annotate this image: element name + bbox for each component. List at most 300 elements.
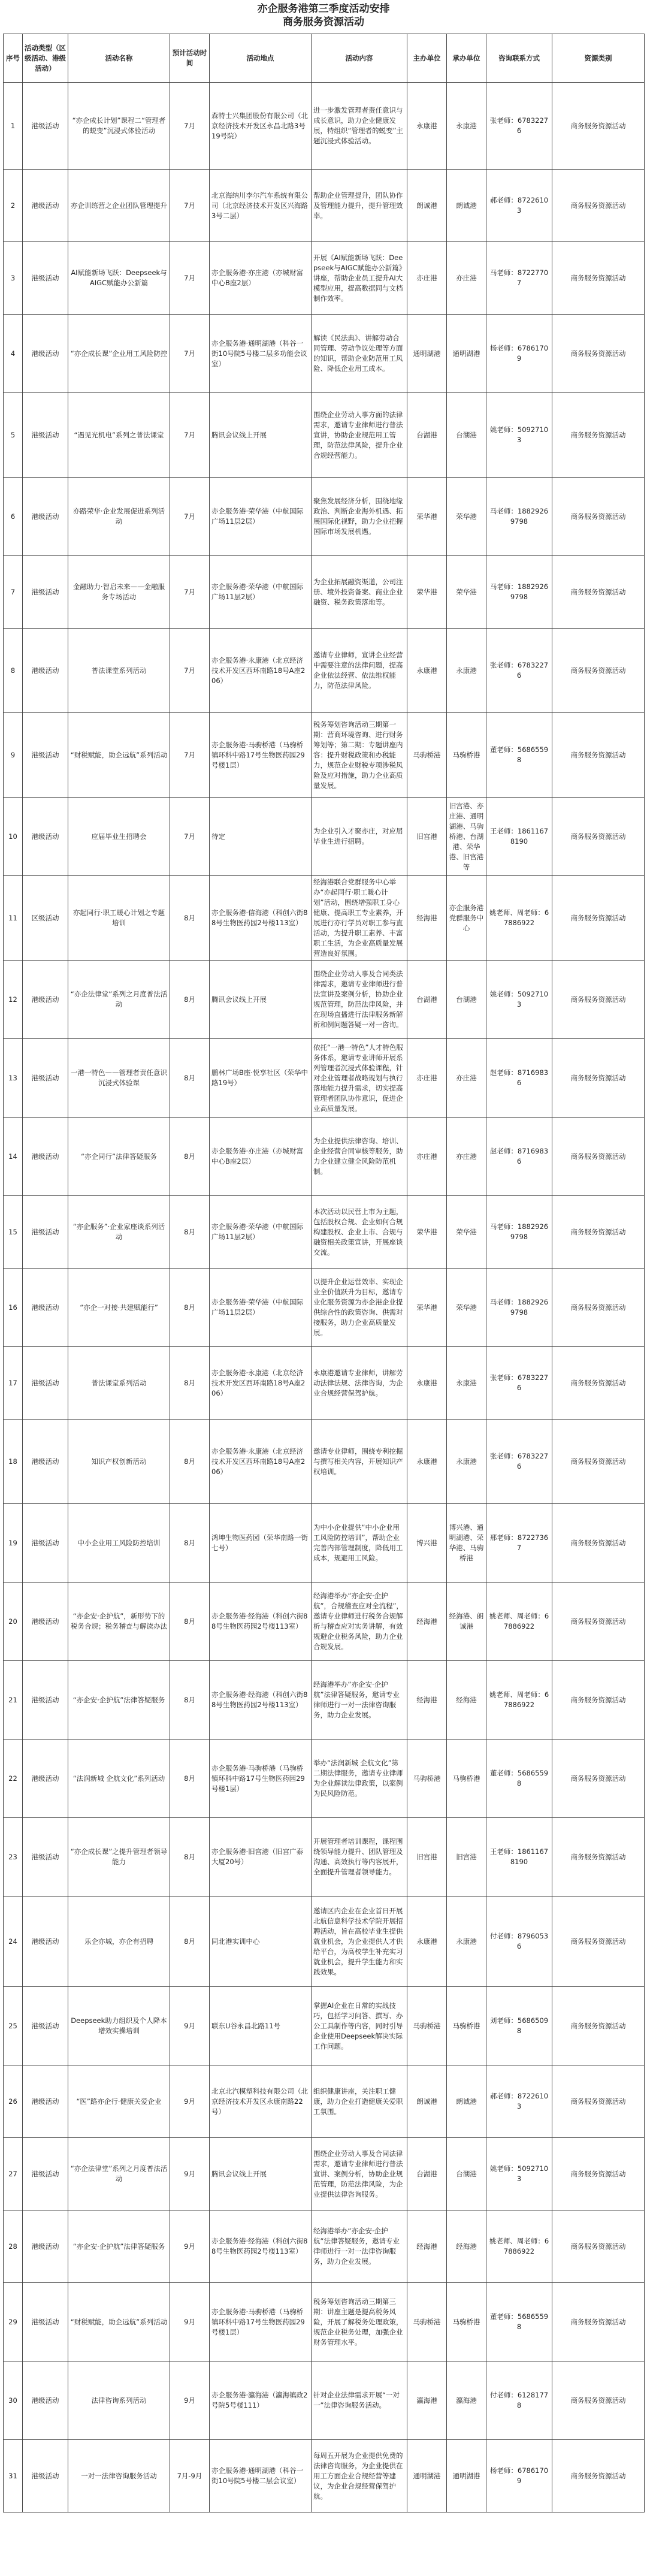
table-row	[4, 1347, 645, 1420]
activity-name: “遇见光机电”系列之普法课堂	[68, 393, 170, 478]
host-unit: 亦庄港	[407, 1039, 447, 1118]
resource-category: 商务服务资源活动	[552, 798, 645, 876]
activity-time: 9月	[170, 2283, 210, 2361]
organizer-unit: 瀛海港	[447, 2361, 486, 2440]
activity-venue: 亦企服务港·马驹桥港（马驹桥镇环科中路17号生物医药园29号楼1层）	[210, 1740, 312, 1818]
contact-info: 马老师：18829269798	[486, 556, 552, 629]
activity-name: 普法课堂系列活动	[68, 1347, 170, 1420]
activity-venue: 亦企服务港·经海港（科创六街88号生物医药园2号楼113室）	[210, 2210, 312, 2283]
activity-type: 港级活动	[23, 1039, 68, 1118]
resource-category: 商务服务资源活动	[552, 1818, 645, 1896]
activity-content: 聚焦发展经济分析，围绕地缘政治、判断企业海外机遇、拓展国际化视野，助力企业把握国际市场发展机遇。	[312, 478, 407, 556]
activity-name: “亦企成长课”之提升管理者领导能力	[68, 1818, 170, 1896]
row-number: 23	[4, 1818, 23, 1896]
contact-info: 杨老师：67861709	[486, 2440, 552, 2512]
table-row	[4, 1661, 645, 1740]
table-header-row	[4, 34, 645, 83]
row-number: 8	[4, 629, 23, 713]
host-unit: 经海港	[407, 876, 447, 961]
row-number: 20	[4, 1583, 23, 1661]
activity-content: 经海港举办“亦企安·企护航”法律答疑服务，邀请专业律师进行一对一法律咨询服务，助力企业发展。	[312, 2210, 407, 2283]
activity-content: 为企业拓展融资渠道，公司注册、境外投资备案、商业企业融资、税务政策落地等。	[312, 556, 407, 629]
contact-info: 赵老师：87169836	[486, 1039, 552, 1118]
contact-info: 马老师：18829269798	[486, 1269, 552, 1347]
table-row	[4, 1196, 645, 1269]
activity-content: 帮助企业管理提升，团队协作及管理能力提升，提升管理效率。	[312, 170, 407, 242]
resource-category: 商务服务资源活动	[552, 1987, 645, 2065]
row-number: 22	[4, 1740, 23, 1818]
activity-content: 解读《民法典》、讲解劳动合同管理、劳动争议处理等方面的知识，帮助企业防范用工风险、降低企业用工成本。	[312, 315, 407, 393]
activity-venue: 鹏林广场B座·悦享社区（荣华中路19号）	[210, 1039, 312, 1118]
table-row	[4, 1987, 645, 2065]
row-number: 21	[4, 1661, 23, 1740]
organizer-unit: 荣华港	[447, 1269, 486, 1347]
activity-venue: 亦企服务港·亦庄港（亦城财富中心B座2层）	[210, 1118, 312, 1196]
header-content: 活动内容	[312, 34, 407, 83]
activity-name: 普法课堂系列活动	[68, 629, 170, 713]
host-unit: 旧宫港	[407, 1818, 447, 1896]
resource-category: 商务服务资源活动	[552, 876, 645, 961]
row-number: 14	[4, 1118, 23, 1196]
resource-category: 商务服务资源活动	[552, 393, 645, 478]
activity-type: 港级活动	[23, 1583, 68, 1661]
activity-name: 亦企训练营之企业团队管理提升	[68, 170, 170, 242]
organizer-unit: 荣华港	[447, 1196, 486, 1269]
activity-venue: 亦企服务港·瀛海港（瀛海镇政2号院5号楼111）	[210, 2361, 312, 2440]
activity-type: 港级活动	[23, 2210, 68, 2283]
row-number: 4	[4, 315, 23, 393]
contact-info: 姚老师、周老师：67886922	[486, 1661, 552, 1740]
table-row	[4, 1269, 645, 1347]
activity-venue: 腾讯会议线上开展	[210, 2138, 312, 2210]
activity-venue: 同北港实训中心	[210, 1896, 312, 1987]
contact-info: 姚老师：50927103	[486, 393, 552, 478]
activity-time: 8月	[170, 1661, 210, 1740]
activity-time: 7月	[170, 315, 210, 393]
organizer-unit: 亦庄港	[447, 242, 486, 315]
table-row	[4, 170, 645, 242]
host-unit: 荣华港	[407, 1196, 447, 1269]
activity-venue: 腾讯会议线上开展	[210, 961, 312, 1039]
resource-category: 商务服务资源活动	[552, 83, 645, 170]
activity-content: 邀请专业律师，围绕专利挖掘与撰写相关内容，开展知识产权培训。	[312, 1420, 407, 1504]
table-row	[4, 2440, 645, 2512]
table-row	[4, 1583, 645, 1661]
contact-info: 董老师：56865598	[486, 2283, 552, 2361]
host-unit: 瀛海港	[407, 2361, 447, 2440]
row-number: 6	[4, 478, 23, 556]
row-number: 27	[4, 2138, 23, 2210]
activity-name: “法润新城 企航文化”系列活动	[68, 1740, 170, 1818]
activity-type: 港级活动	[23, 2361, 68, 2440]
host-unit: 通明湖港	[407, 2440, 447, 2512]
activity-name: “亦企同行”法律答疑服务	[68, 1118, 170, 1196]
host-unit: 荣华港	[407, 478, 447, 556]
host-unit: 朗诚港	[407, 2065, 447, 2138]
activity-name: 乐企亦城，亦企有招聘	[68, 1896, 170, 1987]
activity-content: 组织健康讲座，关注职工健康，助力企业打造健康关爱职工氛围。	[312, 2065, 407, 2138]
activity-venue: 联东U谷永昌北路11号	[210, 1987, 312, 2065]
activity-time: 9月	[170, 2138, 210, 2210]
table-row	[4, 1896, 645, 1987]
organizer-unit: 通明湖港	[447, 2440, 486, 2512]
contact-info: 郝老师：87226103	[486, 170, 552, 242]
activity-venue: 亦企服务港·通明湖港（科谷一街10号院5号楼二层多功能会议室）	[210, 315, 312, 393]
activity-type: 港级活动	[23, 315, 68, 393]
contact-info: 姚老师、周老师：67886922	[486, 1583, 552, 1661]
activity-type: 港级活动	[23, 556, 68, 629]
activity-content: 每周五开展为企业提供免费的法律咨询服务，为企业提供在用工方面企业合规经营等建议，为企业合规经营保驾护航。	[312, 2440, 407, 2512]
activity-time: 8月	[170, 1269, 210, 1347]
resource-category: 商务服务资源活动	[552, 2283, 645, 2361]
activity-name: 金融助力·智启未来——金融服务专场活动	[68, 556, 170, 629]
activity-content: 开展管理者培训课程，课程围绕领导能力提升、团队管理及沟通、高效执行等内容展开，全面提升管理者领导能力。	[312, 1818, 407, 1896]
activity-venue: 腾讯会议线上开展	[210, 393, 312, 478]
activity-time: 7月	[170, 478, 210, 556]
contact-info: 张老师：67832276	[486, 1420, 552, 1504]
organizer-unit: 永康港	[447, 1420, 486, 1504]
host-unit: 台湖港	[407, 961, 447, 1039]
organizer-unit: 马驹桥港	[447, 713, 486, 798]
host-unit: 荣华港	[407, 556, 447, 629]
activity-time: 7月	[170, 242, 210, 315]
row-number: 5	[4, 393, 23, 478]
organizer-unit: 经海港、朗诚港	[447, 1583, 486, 1661]
resource-category: 商务服务资源活动	[552, 2210, 645, 2283]
contact-info: 付老师：87960536	[486, 1896, 552, 1987]
host-unit: 台湖港	[407, 393, 447, 478]
row-number: 12	[4, 961, 23, 1039]
activity-name: “亦企法律堂”系列之月度普法活动	[68, 2138, 170, 2210]
row-number: 2	[4, 170, 23, 242]
activity-time: 7月	[170, 393, 210, 478]
activity-venue: 森特士兴集团股份有限公司（北京经济技术开发区永昌北路3号19号院）	[210, 83, 312, 170]
row-number: 11	[4, 876, 23, 961]
organizer-unit: 经海港	[447, 2210, 486, 2283]
activity-time: 8月	[170, 1896, 210, 1987]
resource-category: 商务服务资源活动	[552, 315, 645, 393]
table-row	[4, 2361, 645, 2440]
activity-time: 9月	[170, 1987, 210, 2065]
header-contact: 咨询联系方式	[486, 34, 552, 83]
activity-type: 港级活动	[23, 478, 68, 556]
table-row	[4, 2210, 645, 2283]
resource-category: 商务服务资源活动	[552, 1583, 645, 1661]
table-row	[4, 1504, 645, 1583]
resource-category: 商务服务资源活动	[552, 2361, 645, 2440]
activity-name: “亦企成长计划”课程二“管理者的蜕变”沉浸式体验活动	[68, 83, 170, 170]
table-row	[4, 242, 645, 315]
activity-venue: 亦企服务港·永康港（北京经济技术开发区西环南路18号A座206）	[210, 1420, 312, 1504]
activity-time: 8月	[170, 1740, 210, 1818]
table-row	[4, 2138, 645, 2210]
activity-type: 港级活动	[23, 242, 68, 315]
row-number: 30	[4, 2361, 23, 2440]
table-row	[4, 2065, 645, 2138]
organizer-unit: 荣华港	[447, 556, 486, 629]
resource-category: 商务服务资源活动	[552, 2065, 645, 2138]
contact-info: 马老师：18829269798	[486, 1196, 552, 1269]
activity-name: “亦企安·企护航”法律答疑服务	[68, 1661, 170, 1740]
host-unit: 马驹桥港	[407, 1740, 447, 1818]
activity-venue: 鸿坤生物医药园（荣华南路一街七号）	[210, 1504, 312, 1583]
activity-content: 永康港邀请专业律师，讲解劳动法律法规、法律咨询，为企业合规经营保驾护航。	[312, 1347, 407, 1420]
activity-name: 一对一法律咨询服务活动	[68, 2440, 170, 2512]
contact-info: 马老师：87227707	[486, 242, 552, 315]
contact-info: 马老师：18829269798	[486, 478, 552, 556]
header-type: 活动类型（区级活动、港级活动）	[23, 34, 68, 83]
organizer-unit: 亦庄港	[447, 1039, 486, 1118]
organizer-unit: 台湖港	[447, 961, 486, 1039]
activity-type: 港级活动	[23, 1347, 68, 1420]
resource-category: 商务服务资源活动	[552, 556, 645, 629]
header-time: 预计活动时间	[170, 34, 210, 83]
activity-name: “亦企安·企护航”法律答疑服务	[68, 2210, 170, 2283]
activity-time: 8月	[170, 961, 210, 1039]
row-number: 31	[4, 2440, 23, 2512]
header-host: 主办单位	[407, 34, 447, 83]
activity-content: 经海港举办“亦企安·企护航”，合规稽查应对全流程”，邀请专业律师进行税务合规解析与稽查应对实务讲解，有效规避企业税务风险，助力企业合规发展。	[312, 1583, 407, 1661]
activity-content: 以提升企业运营效率、实现企业全价值跃升为目标，邀请专业化服务资源为亦企港企业提供综合性的政策咨询、供需对接服务，助力企业高质量发展。	[312, 1269, 407, 1347]
header-name: 活动名称	[68, 34, 170, 83]
resource-category: 商务服务资源活动	[552, 2138, 645, 2210]
organizer-unit: 马驹桥港	[447, 1987, 486, 2065]
activity-type: 港级活动	[23, 2138, 68, 2210]
row-number: 26	[4, 2065, 23, 2138]
contact-info: 王老师：18611678190	[486, 798, 552, 876]
row-number: 17	[4, 1347, 23, 1420]
activity-content: 邀请区内企业在企业首日开展北航信息科学技术学院开展招聘活动，旨在高校毕业生提供就业机会，为企业提供人才供给平台，为高校学生补充实习就业机会，提升学生能力和实践效果。	[312, 1896, 407, 1987]
host-unit: 荣华港	[407, 1269, 447, 1347]
contact-info: 赵老师：87169836	[486, 1118, 552, 1196]
host-unit: 台湖港	[407, 2138, 447, 2210]
activity-content: 为中小企业提供“中小企业用工风险防控培训”，帮助企业完善内部管理制度，降低用工成本，规避用工风险。	[312, 1504, 407, 1583]
organizer-unit: 亦庄港	[447, 1118, 486, 1196]
title-line-2: 商务服务资源活动	[283, 16, 364, 28]
document-title	[0, 0, 647, 34]
activity-type: 港级活动	[23, 629, 68, 713]
table-row	[4, 1039, 645, 1118]
row-number: 25	[4, 1987, 23, 2065]
row-number: 3	[4, 242, 23, 315]
activity-time: 8月	[170, 1420, 210, 1504]
organizer-unit: 经海港	[447, 1661, 486, 1740]
table-row	[4, 478, 645, 556]
activity-time: 7月	[170, 556, 210, 629]
contact-info: 王老师：18611678190	[486, 1818, 552, 1896]
contact-info: 姚老师：50927103	[486, 2138, 552, 2210]
activity-venue: 亦企服务港·永康港（北京经济技术开发区西环南路18号A座206）	[210, 629, 312, 713]
host-unit: 永康港	[407, 1896, 447, 1987]
activity-type: 港级活动	[23, 961, 68, 1039]
contact-info: 姚老师：50927103	[486, 961, 552, 1039]
organizer-unit: 博兴港、通明湖港、荣华港、马驹桥港	[447, 1504, 486, 1583]
host-unit: 经海港	[407, 1583, 447, 1661]
header-category: 资源类别	[552, 34, 645, 83]
host-unit: 朗诚港	[407, 170, 447, 242]
activity-name: 亦路荣华·企业发展促进系列活动	[68, 478, 170, 556]
activity-name: 法律咨询系列活动	[68, 2361, 170, 2440]
resource-category: 商务服务资源活动	[552, 629, 645, 713]
table-body	[4, 83, 645, 2512]
activity-type: 区级活动	[23, 876, 68, 961]
activity-venue: 亦企服务港·荣华港（中航国际广场11层2层）	[210, 1196, 312, 1269]
organizer-unit: 朗诚港	[447, 170, 486, 242]
activity-content: 本次活动以民营上市为主题，包括股权合规、企业如何合规构建股权、企业上市、合规与融资相关政策宣讲，开展座谈交流。	[312, 1196, 407, 1269]
resource-category: 商务服务资源活动	[552, 1896, 645, 1987]
activity-name: “亦企法律堂”系列之月度普法活动	[68, 961, 170, 1039]
resource-category: 商务服务资源活动	[552, 1347, 645, 1420]
table-row	[4, 2283, 645, 2361]
row-number: 28	[4, 2210, 23, 2283]
activity-table	[3, 34, 645, 2512]
contact-info: 姚老师、周老师：67886922	[486, 876, 552, 961]
table-row	[4, 876, 645, 961]
row-number: 7	[4, 556, 23, 629]
activity-name: 亦起同行·职工暖心计划之专题培训	[68, 876, 170, 961]
activity-type: 港级活动	[23, 1661, 68, 1740]
activity-name: 中小企业用工风险防控培训	[68, 1504, 170, 1583]
activity-name: “财税赋能，助企远航”系列活动	[68, 2283, 170, 2361]
activity-type: 港级活动	[23, 83, 68, 170]
activity-content: 掌握AI企业在日常的实战技巧，包括学习问答、撰写、办公工具制作等内容，同时引导企业使用Deepseek解决实际工作问题。	[312, 1987, 407, 2065]
activity-time: 8月	[170, 1347, 210, 1420]
activity-type: 港级活动	[23, 1269, 68, 1347]
activity-content: 围绕企业劳动人事方面的法律需求，邀请专业律师进行普法宣讲，协助企业规范用工管理，防范法律风险，提升企业合规经营能力。	[312, 393, 407, 478]
contact-info: 郝老师：87226103	[486, 2065, 552, 2138]
activity-type: 港级活动	[23, 1896, 68, 1987]
activity-time: 7月	[170, 713, 210, 798]
row-number: 16	[4, 1269, 23, 1347]
resource-category: 商务服务资源活动	[552, 242, 645, 315]
activity-type: 港级活动	[23, 1118, 68, 1196]
activity-type: 港级活动	[23, 1740, 68, 1818]
contact-info: 张老师：67832276	[486, 83, 552, 170]
header-organizer: 承办单位	[447, 34, 486, 83]
activity-content: 经海港举办“亦企安·企护航”法律答疑服务，邀请专业律师进行一对一法律咨询服务，助力企业发展。	[312, 1661, 407, 1740]
activity-content: 围绕企业劳动人事及合同类法律需求，邀请专业律师进行普法宣讲及案例分析，协助企业规范管理，防范法律风险，并在现场直播进行法律服务新解析和例问题答疑一对一咨询。	[312, 961, 407, 1039]
activity-venue: 亦企服务港·经海港（科创六街88号生物医药园2号楼113室）	[210, 1661, 312, 1740]
organizer-unit: 永康港	[447, 83, 486, 170]
resource-category: 商务服务资源活动	[552, 713, 645, 798]
contact-info: 刘老师：56865098	[486, 1987, 552, 2065]
activity-content: 围绕企业劳动人事及合同法律需求，邀请专业律师进行普法宣讲、案例分析，协助企业规范管理，防范法律风险，为企业提供法律咨询服务。	[312, 2138, 407, 2210]
activity-type: 港级活动	[23, 2440, 68, 2512]
activity-venue: 亦企服务港·经海港（科创六街88号生物医药园2号楼113室）	[210, 1583, 312, 1661]
resource-category: 商务服务资源活动	[552, 1118, 645, 1196]
resource-category: 商务服务资源活动	[552, 1504, 645, 1583]
row-number: 18	[4, 1420, 23, 1504]
activity-type: 港级活动	[23, 1504, 68, 1583]
activity-venue: 亦企服务港·通明湖港（科谷一街10号院5号楼二层会议室）	[210, 2440, 312, 2512]
activity-time: 7月	[170, 170, 210, 242]
contact-info: 杨老师：67861709	[486, 315, 552, 393]
activity-name: “医”路亦企行·健康关爱企业	[68, 2065, 170, 2138]
activity-content: 进一步激发管理者责任意识与成长意识，助力企业健康发展，特组织“管理者的蜕变”主题沉浸式体验活动。	[312, 83, 407, 170]
host-unit: 通明湖港	[407, 315, 447, 393]
organizer-unit: 永康港	[447, 629, 486, 713]
activity-content: 经海港联合党群服务中心举办“亦起同行·职工暖心计划”活动，围绕增强职工身心健康、提高职工专业素养，开展进行亦行学员对职工参与直活动，为提升职工素养、丰富职工生活，为企业高质量发展营造良好氛围。	[312, 876, 407, 961]
activity-name: “亦企服务”·企业家座谈系列活动	[68, 1196, 170, 1269]
table-row	[4, 556, 645, 629]
activity-type: 港级活动	[23, 1420, 68, 1504]
activity-content: 为企业提供法律咨询、培训、企业经营合同审核等服务，助力企业建立健全风险防范机制。	[312, 1118, 407, 1196]
host-unit: 马驹桥港	[407, 1987, 447, 2065]
host-unit: 永康港	[407, 1347, 447, 1420]
activity-time: 8月	[170, 876, 210, 961]
resource-category: 商务服务资源活动	[552, 1661, 645, 1740]
table-row	[4, 1118, 645, 1196]
activity-time: 7月	[170, 798, 210, 876]
activity-venue: 亦企服务港·亦庄港（亦城财富中心B座2层）	[210, 242, 312, 315]
activity-time: 9月	[170, 2065, 210, 2138]
contact-info: 董老师：56865598	[486, 1740, 552, 1818]
contact-info: 邢老师：87227367	[486, 1504, 552, 1583]
resource-category: 商务服务资源活动	[552, 1269, 645, 1347]
activity-type: 港级活动	[23, 2283, 68, 2361]
activity-type: 港级活动	[23, 393, 68, 478]
resource-category: 商务服务资源活动	[552, 2440, 645, 2512]
table-row	[4, 1740, 645, 1818]
activity-time: 7月-9月	[170, 2440, 210, 2512]
activity-type: 港级活动	[23, 2065, 68, 2138]
activity-name: 应届毕业生招聘会	[68, 798, 170, 876]
resource-category: 商务服务资源活动	[552, 1039, 645, 1118]
activity-time: 8月	[170, 1039, 210, 1118]
row-number: 9	[4, 713, 23, 798]
organizer-unit: 朗诚港	[447, 2065, 486, 2138]
resource-category: 商务服务资源活动	[552, 170, 645, 242]
organizer-unit: 台湖港	[447, 393, 486, 478]
host-unit: 亦庄港	[407, 1118, 447, 1196]
row-number: 19	[4, 1504, 23, 1583]
host-unit: 经海港	[407, 2210, 447, 2283]
activity-venue: 亦企服务港·荣华港（中航国际广场11层2层）	[210, 556, 312, 629]
activity-name: “亦企成长课”企业用工风险防控	[68, 315, 170, 393]
activity-venue: 亦企服务港·马驹桥港（马驹桥镇环科中路17号生物医药园29号楼1层）	[210, 713, 312, 798]
resource-category: 商务服务资源活动	[552, 961, 645, 1039]
table-row	[4, 713, 645, 798]
host-unit: 经海港	[407, 1661, 447, 1740]
host-unit: 博兴港	[407, 1504, 447, 1583]
title-line-1: 亦企服务港第三季度活动安排	[257, 3, 390, 15]
activity-type: 港级活动	[23, 1196, 68, 1269]
resource-category: 商务服务资源活动	[552, 1420, 645, 1504]
activity-content: 开展《AI赋能新场飞跃：Deepseek与AIGC赋能办公新篇》讲座，帮助企业员工提升AI大模型应用，提高数据同与文档制作效率。	[312, 242, 407, 315]
activity-venue: 亦企服务港·荣华港（中航国际广场11层2层）	[210, 1269, 312, 1347]
activity-content: 税务筹划咨询活动三期第一期：营商环境咨询、进行财务筹划等；第二期：专题讲座内容：提升财税政策和办税能力，规范企业财税专项涉税风险及应对措施，助力企业高质量发展。	[312, 713, 407, 798]
row-number: 15	[4, 1196, 23, 1269]
organizer-unit: 马驹桥港	[447, 2283, 486, 2361]
activity-type: 港级活动	[23, 713, 68, 798]
organizer-unit: 荣华港	[447, 478, 486, 556]
row-number: 13	[4, 1039, 23, 1118]
activity-content: 邀请专业律师，宣讲企业经营中需要注意的法律问题，提高企业依法经营、依法维权能力，防范法律风险。	[312, 629, 407, 713]
organizer-unit: 亦企服务港党群服务中心	[447, 876, 486, 961]
activity-venue: 北京北汽模塑科技有限公司（北京经济技术开发区永康南路22号）	[210, 2065, 312, 2138]
activity-venue: 亦企服务港·永康港（北京经济技术开发区西环南路18号A座206）	[210, 1347, 312, 1420]
host-unit: 亦庄港	[407, 242, 447, 315]
activity-type: 港级活动	[23, 1818, 68, 1896]
row-number: 1	[4, 83, 23, 170]
activity-time: 8月	[170, 1583, 210, 1661]
table-row	[4, 798, 645, 876]
activity-venue: 亦企服务港·信海港（科创六街88号生物医药园2号楼113室）	[210, 876, 312, 961]
activity-content: 依托“一港一特色”人才特色服务体系，邀请专业讲师开展系列管理者沉浸式体验课程，针对企业管理者战略规划与执行落地能力提升需求，切实提高管理者团队协作意识，促进企业高质量发展。	[312, 1039, 407, 1118]
activity-venue: 亦企服务港·荣华港（中航国际广场11层2层）	[210, 478, 312, 556]
activity-venue: 亦企服务港·马驹桥港（马驹桥镇环科中路17号生物医药园29号楼1层）	[210, 2283, 312, 2361]
organizer-unit: 马驹桥港	[447, 1740, 486, 1818]
